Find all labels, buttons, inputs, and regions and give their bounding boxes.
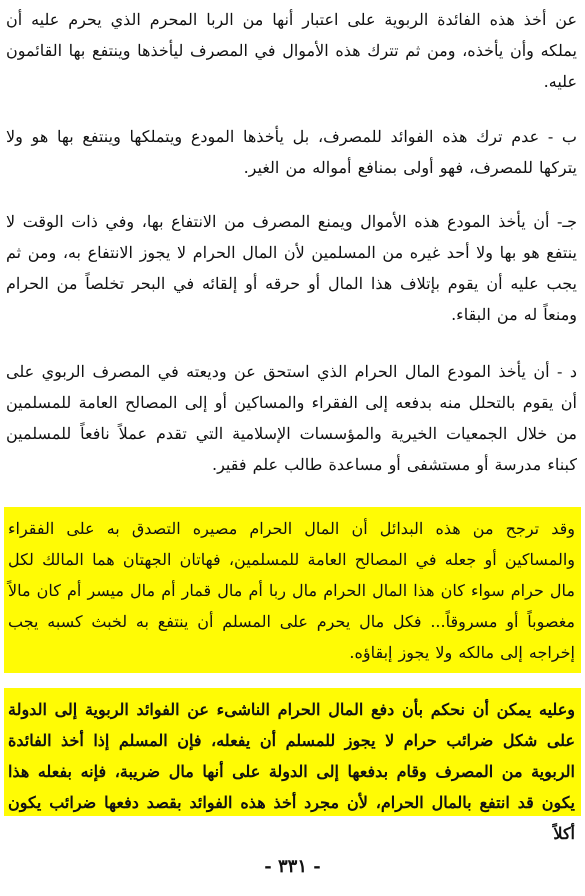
highlighted-paragraph-conclusion: وقد ترجح من هذه البدائل أن المال الحرام مصيره التصدق به على الفقراء والمساكين أو جعله في المصالح العامة للمسلمين، فهاتان الجهتان هما المالك لكل مال حرام سواء كان هذا المال الحرام مال ربا أم مال قمار أم مال ميسر أم كان مالاً مغصوباً أو مسروقاً... فكل مال يحرم على المسلم أن ينتفع به لخبث كسبه يجب إخراجه إلى مالكه ولا يجوز إبقاؤه. bbox=[4, 507, 581, 673]
paragraph-continuation: عن أخذ هذه الفائدة الربوية على اعتبار أنها من الربا المحرم الذي يحرم عليه أن يملكه وأن يأخذه، ومن ثم تترك هذه الأموال في المصرف ليأخذها وينتفع بها القائمون عليه. bbox=[6, 10, 577, 91]
highlighted-paragraph-ruling: وعليه يمكن أن نحكم بأن دفع المال الحرام الناشىء عن الفوائد الربوية إلى الدولة على شكل ضرائب حرام لا يجوز للمسلم أن يفعله، فإن المسلم إذا أخذ الفائدة الربوية من المصرف وقام بدفعها إلى الدولة على أنها مال ضريبة، فإنه بفعله هذا يكون قد انتفع بالمال الحرام، لأن مجرد أخذ هذه الفوائد بقصد دفعها ضرائب يكون أكلاً bbox=[4, 688, 581, 816]
paragraph-option-d: د - أن يأخذ المودع المال الحرام الذي استحق عن وديعته في المصرف الربوي على أن يقوم بالتحلل منه بدفعه إلى الفقراء والمساكين أو إلى المصالح العامة للمسلمين من خلال الجمعيات الخيرية والمؤسسات الإسلامية التي تقدم عملاً نافعاً للمسلمين كبناء مدرسة أو مستشفى أو مساعدة طالب علم فقير. bbox=[6, 362, 577, 474]
paragraph-option-c: جـ- أن يأخذ المودع هذه الأموال ويمنع المصرف من الانتفاع بها، وفي ذات الوقت لا ينتفع هو بها ولا أحد غيره من المسلمين لأن المال الحرام لا يجوز الانتفاع به، ومن ثم يجب عليه أن يقوم بإتلاف هذا المال أو حرقه أو إلقائه في البحر تخلصاً من الحرام ومنعاً له من البقاء. bbox=[6, 212, 577, 324]
page-number: - ٣٣١ - bbox=[264, 856, 321, 877]
paragraph-option-b: ب - عدم ترك هذه الفوائد للمصرف، بل يأخذها المودع ويتملكها وينتفع بها هو ولا يتركها للمصرف، فهو أولى بمنافع أمواله من الغير. bbox=[6, 127, 577, 177]
